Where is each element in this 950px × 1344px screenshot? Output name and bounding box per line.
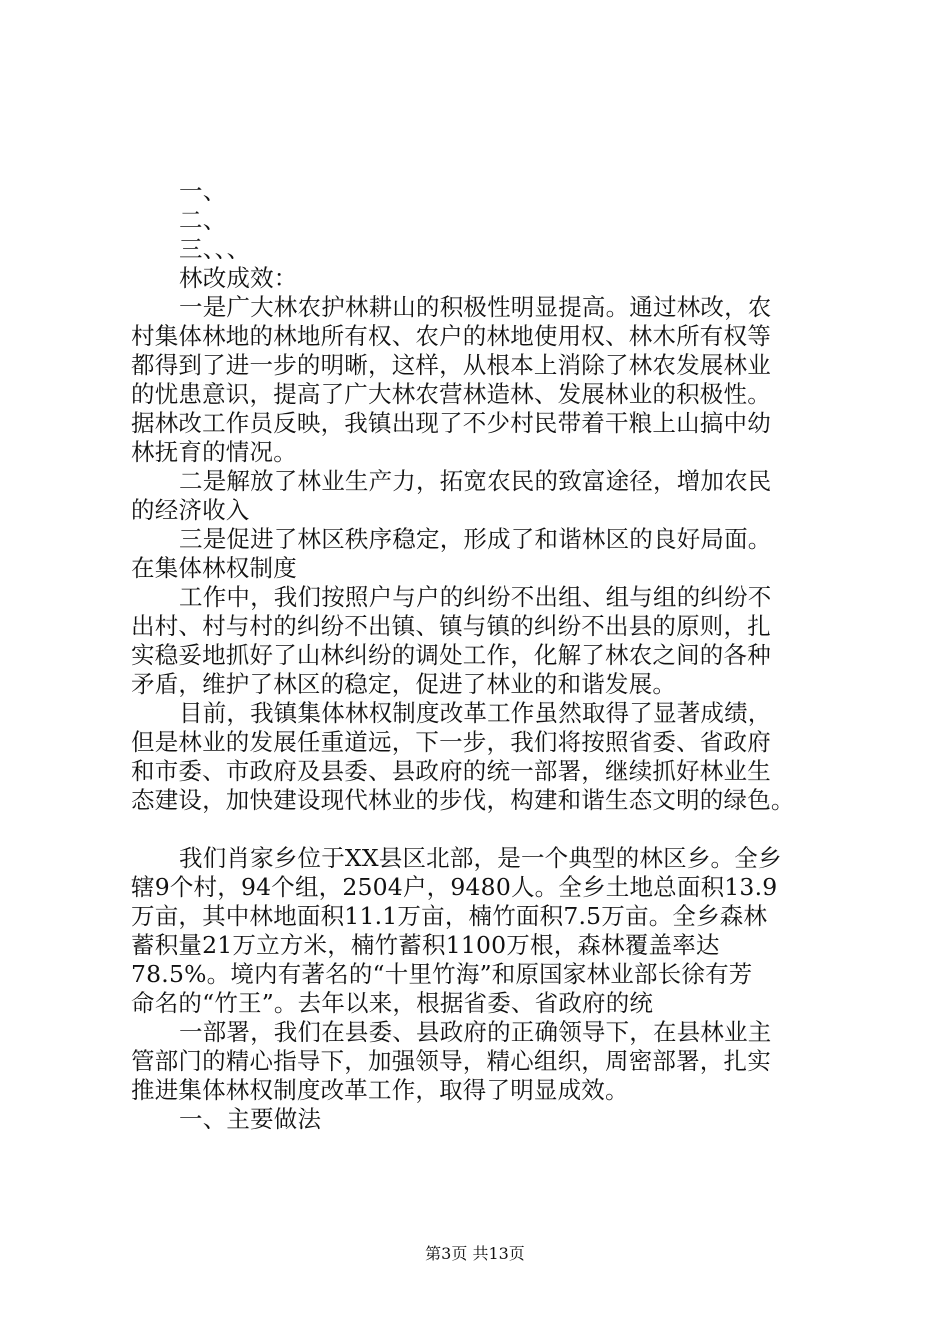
text-line: 在集体林权制度	[131, 554, 297, 582]
text-line: 一部署，我们在县委、县政府的正确领导下，在县林业主	[179, 1018, 772, 1046]
text-line: 林抚育的情况。	[131, 438, 297, 466]
text-line: 管部门的精心指导下，加强领导，精心组织，周密部署，扎实	[131, 1047, 771, 1075]
text-line: 蓄积量21万立方米，楠竹蓄积1100万根，森林覆盖率达	[131, 931, 720, 959]
text-line: 目前，我镇集体林权制度改革工作虽然取得了显著成绩，	[179, 699, 772, 727]
text-line: 一是广大林农护林耕山的积极性明显提高。通过林改，农	[179, 293, 772, 321]
text-line: 三、、、	[179, 235, 251, 263]
text-line: 矛盾，维护了林区的稳定，促进了林业的和谐发展。	[131, 670, 677, 698]
text-line: 辖9个村，94个组，2504户，9480人。全乡土地总面积13.9	[131, 873, 778, 901]
text-line: 万亩，其中林地面积11.1万亩，楠竹面积7.5万亩。全乡森林	[131, 902, 768, 930]
text-line: 工作中，我们按照户与户的纠纷不出组、组与组的纠纷不	[179, 583, 772, 611]
text-line: 一、	[179, 177, 227, 205]
paragraph-gap	[131, 815, 831, 844]
text-line: 我们肖家乡位于XX县区北部，是一个典型的林区乡。全乡	[179, 844, 782, 872]
section-heading: 一、主要做法	[179, 1105, 322, 1133]
text-line: 和市委、市政府及县委、县政府的统一部署，继续抓好林业生	[131, 757, 771, 785]
text-line: 村集体林地的林地所有权、农户的林地使用权、林木所有权等	[131, 322, 771, 350]
document-body	[131, 177, 831, 1134]
text-line: 78.5%。境内有著名的“十里竹海”和原国家林业部长徐有芳	[131, 960, 753, 988]
text-line: 二是解放了林业生产力，拓宽农民的致富途径，增加农民	[179, 467, 772, 495]
text-line: 三是促进了林区秩序稳定，形成了和谐林区的良好局面。	[179, 525, 772, 553]
page-number-footer: 第3页 共13页	[425, 1244, 525, 1263]
text-line: 出村、村与村的纠纷不出镇、镇与镇的纠纷不出县的原则，扎	[131, 612, 771, 640]
text-line: 的忧患意识，提高了广大林农营林造林、发展林业的积极性。	[131, 380, 771, 408]
section-heading: 林改成效：	[179, 264, 298, 292]
text-line: 实稳妥地抓好了山林纠纷的调处工作，化解了林农之间的各种	[131, 641, 771, 669]
text-line: 二、	[179, 206, 227, 234]
text-line: 的经济收入	[131, 496, 250, 524]
text-line: 据林改工作员反映，我镇出现了不少村民带着干粮上山搞中幼	[131, 409, 771, 437]
text-line: 命名的“竹王”。去年以来，根据省委、省政府的统	[131, 989, 654, 1017]
text-line: 推进集体林权制度改革工作，取得了明显成效。	[131, 1076, 629, 1104]
text-line: 态建设，加快建设现代林业的步伐，构建和谐生态文明的绿色。	[131, 786, 795, 814]
text-line: 都得到了进一步的明晰，这样，从根本上消除了林农发展林业	[131, 351, 771, 379]
text-line: 但是林业的发展任重道远，下一步，我们将按照省委、省政府	[131, 728, 771, 756]
